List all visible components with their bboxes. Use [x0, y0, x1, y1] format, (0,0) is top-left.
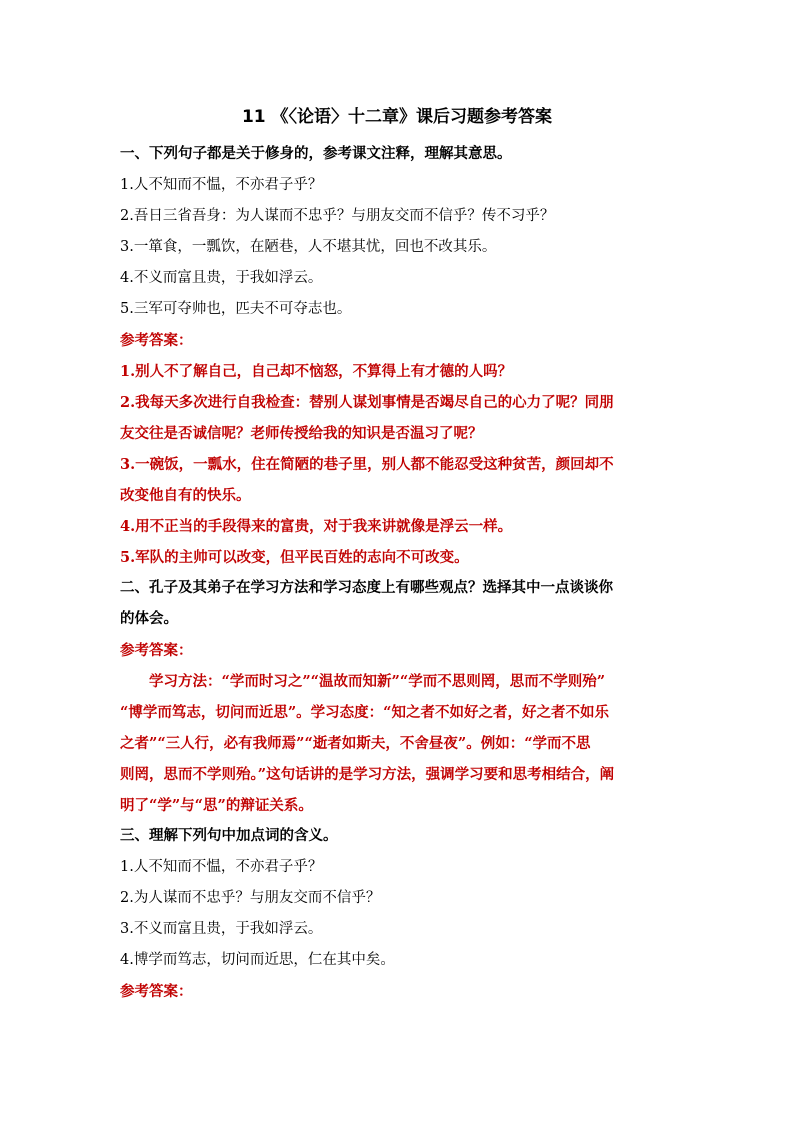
- section1-answer-1: 1.别人不了解自己，自己却不恼怒，不算得上有才德的人吗？: [120, 363, 513, 380]
- section1-item-3: 3.一箪食，一瓢饮，在陋巷，人不堪其忧，回也不改其乐。: [120, 239, 497, 255]
- section1-answer-5: 5.军队的主帅可以改变，但平民百姓的志向不可改变。: [120, 549, 469, 566]
- section3-item-1: 1.人不知而不愠，不亦君子乎？: [120, 859, 323, 875]
- section2-answer-line5: 明了“学”与“思”的辩证关系。: [120, 797, 313, 814]
- section1-answer-label: 参考答案：: [120, 332, 193, 349]
- section3-item-3: 3.不义而富且贵，于我如浮云。: [120, 921, 323, 937]
- section3-answer-label: 参考答案：: [120, 983, 193, 1000]
- section1-answer-2-line2: 友交往是否诚信呢？老师传授给我的知识是否温习了呢？: [120, 425, 483, 442]
- section2-answer-line3: 之者”“三人行，必有我师焉”“逝者如斯夫，不舍昼夜”。例如：“学而不思: [120, 735, 591, 752]
- section2-answer-line4: 则罔，思而不学则殆。”这句话讲的是学习方法，强调学习要和思考相结合，阐: [120, 766, 615, 783]
- section1-answer-3-line2: 改变他自有的快乐。: [120, 487, 251, 504]
- section2-answer-line2: “博学而笃志，切问而近思”。学习态度：“知之者不如好之者，好之者不如乐: [120, 704, 610, 721]
- section2-heading-line2: 的体会。: [120, 611, 178, 627]
- document-body: [120, 139, 676, 1007]
- section1-heading: 一、下列句子都是关于修身的，参考课文注释，理解其意思。: [120, 146, 512, 162]
- section3-heading: 三、理解下列句中加点词的含义。: [120, 828, 338, 844]
- section3-item-4: 4.博学而笃志，切问而近思，仁在其中矣。: [120, 952, 395, 968]
- section2-heading-line1: 二、孔子及其弟子在学习方法和学习态度上有哪些观点？选择其中一点谈谈你: [120, 580, 613, 596]
- section2-answer-line1: 学习方法：“学而时习之”“温故而知新”“学而不思则罔，思而不学则殆”: [149, 673, 606, 690]
- section2-answer-label: 参考答案：: [120, 642, 193, 659]
- section1-item-5: 5.三军可夺帅也，匹夫不可夺志也。: [120, 301, 352, 317]
- section1-item-2: 2.吾日三省吾身：为人谋而不忠乎？与朋友交而不信乎？传不习乎？: [120, 208, 555, 224]
- section1-item-4: 4.不义而富且贵，于我如浮云。: [120, 270, 323, 286]
- page-title: 11 《〈论语〉十二章》课后习题参考答案: [241, 107, 553, 127]
- section3-item-2: 2.为人谋而不忠乎？与朋友交而不信乎？: [120, 890, 381, 906]
- section1-answer-3-line1: 3.一碗饭，一瓢水，住在简陋的巷子里，别人都不能忍受这种贫苦，颜回却不: [120, 456, 614, 473]
- section1-item-1: 1.人不知而不愠，不亦君子乎？: [120, 177, 323, 193]
- section1-answer-4: 4.用不正当的手段得来的富贵，对于我来讲就像是浮云一样。: [120, 518, 513, 535]
- section1-answer-2-line1: 2.我每天多次进行自我检查：替别人谋划事情是否竭尽自己的心力了呢？同朋: [120, 394, 614, 411]
